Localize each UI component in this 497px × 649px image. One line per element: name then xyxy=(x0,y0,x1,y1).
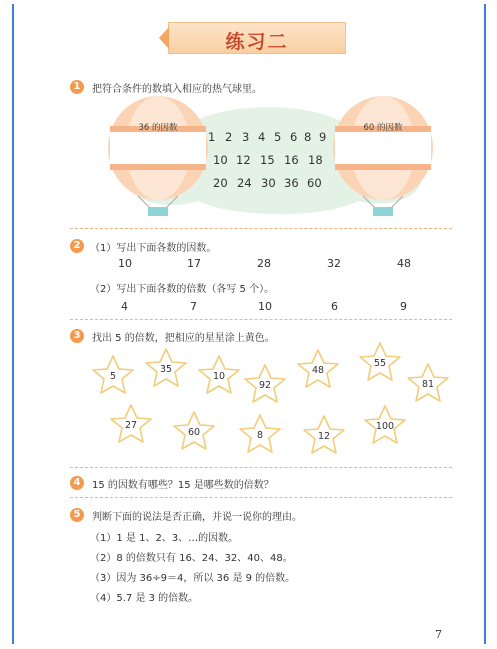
page-number: 7 xyxy=(435,628,442,641)
number-9: 9 xyxy=(319,130,327,144)
question-2-number: 2 xyxy=(70,239,84,253)
q5-statement: （1）1 是 1、2、3、…的因数。 xyxy=(90,533,239,544)
q2-factor-value: 17 xyxy=(187,257,201,270)
q2-multiple-value: 7 xyxy=(190,300,197,313)
number-1: 1 xyxy=(208,130,216,144)
star-label: 48 xyxy=(311,365,325,376)
q5-statement: （4）5.7 是 3 的倍数。 xyxy=(90,593,199,604)
q2-factor-value: 28 xyxy=(257,257,271,270)
number-20: 20 xyxy=(213,176,228,190)
number-10: 10 xyxy=(213,153,228,167)
number-60: 60 xyxy=(307,176,322,190)
q2-factor-value: 32 xyxy=(327,257,341,270)
page-title: 练习二 xyxy=(225,31,289,53)
question-1-prompt: 把符合条件的数填入相应的热气球里。 xyxy=(92,84,262,95)
number-3: 3 xyxy=(242,130,250,144)
star-label: 92 xyxy=(258,380,272,391)
star-label: 81 xyxy=(421,379,435,390)
q2-multiple-value: 9 xyxy=(400,300,407,313)
question-2-part-1: （1）写出下面各数的因数。 xyxy=(90,243,217,254)
number-5: 5 xyxy=(274,130,282,144)
star-label: 100 xyxy=(375,421,395,432)
question-5-number: 5 xyxy=(70,508,84,522)
q2-factor-value: 10 xyxy=(118,257,132,270)
star-label: 8 xyxy=(256,430,264,441)
star-label: 10 xyxy=(212,371,226,382)
balloon-right-label: 60 的因数 xyxy=(363,123,403,133)
divider xyxy=(70,467,452,468)
question-4-prompt: 15 的因数有哪些？15 是哪些数的倍数？ xyxy=(92,480,274,491)
star-label: 12 xyxy=(317,431,331,442)
number-24: 24 xyxy=(237,176,252,190)
number-4: 4 xyxy=(258,130,266,144)
star-label: 60 xyxy=(187,427,201,438)
number-2: 2 xyxy=(225,130,233,144)
q5-statement: （2）8 的倍数只有 16、24、32、40、48。 xyxy=(90,553,293,564)
question-4-number: 4 xyxy=(70,476,84,490)
q2-factor-value: 48 xyxy=(397,257,411,270)
number-18: 18 xyxy=(308,153,323,167)
number-8: 8 xyxy=(304,130,312,144)
divider xyxy=(70,497,452,498)
balloon-left-label: 36 的因数 xyxy=(138,123,178,133)
number-36: 36 xyxy=(284,176,299,190)
number-15: 15 xyxy=(260,153,275,167)
question-2-part-2: （2）写出下面各数的倍数（各写 5 个）。 xyxy=(90,284,275,295)
q2-multiple-value: 6 xyxy=(331,300,338,313)
question-1-number: 1 xyxy=(70,80,84,94)
number-16: 16 xyxy=(284,153,299,167)
star-label: 27 xyxy=(124,420,138,431)
q5-statement: （3）因为 36÷9＝4，所以 36 是 9 的倍数。 xyxy=(90,573,296,584)
star-label: 55 xyxy=(373,358,387,369)
star-label: 5 xyxy=(109,371,117,382)
number-30: 30 xyxy=(261,176,276,190)
question-3-prompt: 找出 5 的倍数，把相应的星星涂上黄色。 xyxy=(92,333,275,344)
q2-multiple-value: 4 xyxy=(121,300,128,313)
number-6: 6 xyxy=(290,130,298,144)
question-3-number: 3 xyxy=(70,329,84,343)
q2-multiple-value: 10 xyxy=(258,300,272,313)
star-label: 35 xyxy=(159,364,173,375)
number-12: 12 xyxy=(236,153,251,167)
question-5-prompt: 判断下面的说法是否正确，并说一说你的理由。 xyxy=(92,512,302,523)
